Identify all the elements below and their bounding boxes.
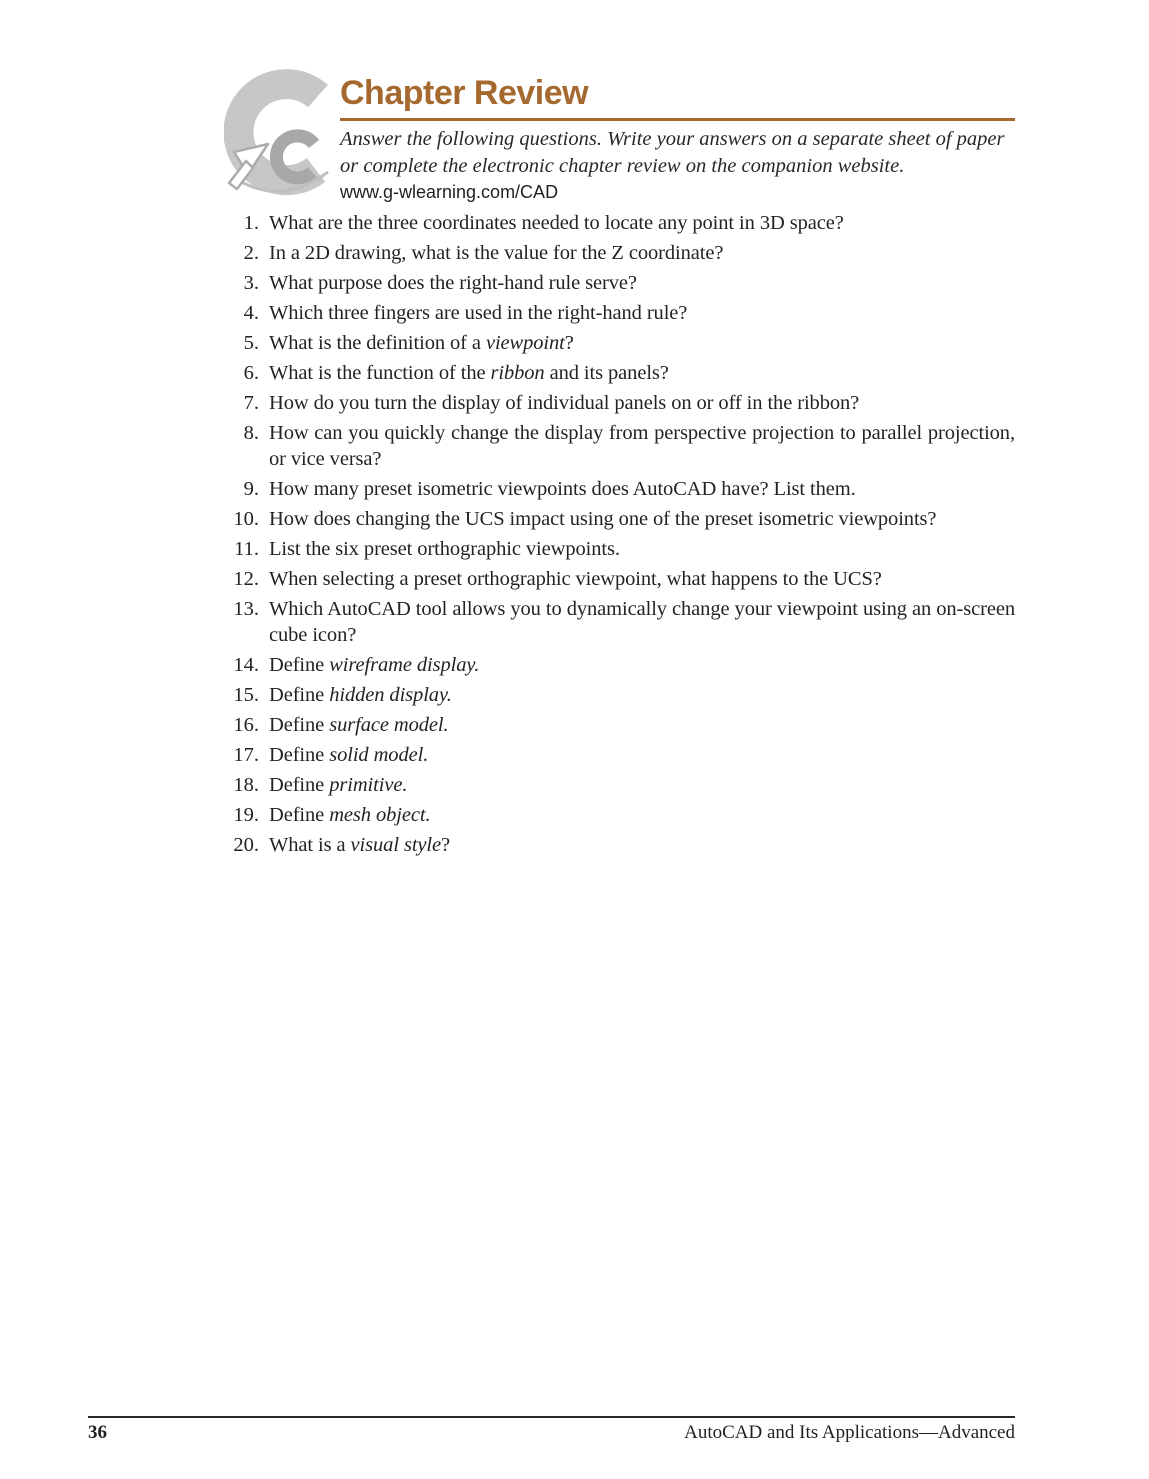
question-number: 5. [243, 332, 259, 354]
question-text-segment: List the six preset orthographic viewpoints. [269, 538, 620, 560]
question-number: 11. [234, 538, 259, 560]
question-text-segment: What purpose does the right-hand rule serve? [269, 272, 637, 294]
question-list [212, 210, 1015, 862]
question-number: 15. [233, 684, 259, 706]
question-text-segment: ? [564, 332, 574, 354]
page-footer [88, 1416, 1015, 1445]
question-number: 7. [243, 392, 259, 414]
question-number: 10. [233, 508, 259, 530]
page-title: Chapter Review [340, 74, 589, 112]
question-text-segment: Define [269, 714, 330, 736]
question-text [269, 420, 1015, 472]
companion-website-link[interactable]: www.g-wlearning.com/CAD [340, 182, 559, 202]
question-text [269, 390, 1015, 416]
question-text-segment: How do you turn the display of individual panels on or off in the ribbon? [269, 392, 860, 414]
question-item [212, 536, 1015, 562]
question-item [212, 682, 1015, 708]
question-number: 3. [243, 272, 259, 294]
question-number: 18. [233, 774, 259, 796]
question-item [212, 210, 1015, 236]
question-text [269, 506, 1015, 532]
question-item [212, 360, 1015, 386]
question-text-segment: mesh object. [329, 804, 431, 826]
question-item [212, 652, 1015, 678]
question-text [269, 270, 1015, 296]
question-text [269, 476, 1015, 502]
question-text-segment: What is the function of the [269, 362, 491, 384]
question-item [212, 330, 1015, 356]
title-underline-rule [340, 118, 1015, 121]
question-item [212, 270, 1015, 296]
question-text-segment: visual style [350, 834, 442, 856]
question-text [269, 240, 1015, 266]
question-item [212, 742, 1015, 768]
question-text-segment: viewpoint [485, 332, 565, 354]
question-text [269, 210, 1015, 236]
question-text-segment: Define [269, 744, 330, 766]
intro-text [340, 126, 1015, 180]
intro-line: or complete the electronic chapter review on the companion website. [340, 155, 905, 177]
question-text-segment: Which three fingers are used in the right-hand rule? [269, 302, 688, 324]
question-text-segment: ? [441, 834, 451, 856]
question-text-segment: Define [269, 774, 330, 796]
question-text-segment: Define [269, 654, 330, 676]
question-item [212, 300, 1015, 326]
question-text [269, 596, 1015, 648]
question-number: 6. [243, 362, 259, 384]
question-text-segment: When selecting a preset orthographic viewpoint, what happens to the UCS? [269, 568, 882, 590]
chapter-header [340, 76, 1015, 203]
question-number: 4. [243, 302, 259, 324]
question-text-segment: solid model. [329, 744, 429, 766]
question-number: 13. [233, 598, 259, 620]
question-text-segment: How can you quickly change the display from perspective projection to parallel projection, or vice versa? [269, 422, 1015, 470]
question-text-segment: How many preset isometric viewpoints does AutoCAD have? List them. [269, 478, 856, 500]
book-title: AutoCAD and Its Applications—Advanced [684, 1422, 1015, 1443]
question-number: 20. [233, 834, 259, 856]
question-number: 2. [243, 242, 259, 264]
chapter-review-c-logo-icon [224, 62, 336, 204]
logo-small-c-shape [276, 136, 314, 178]
question-item [212, 240, 1015, 266]
question-text-segment: Define [269, 684, 330, 706]
question-text [269, 536, 1015, 562]
question-item [212, 506, 1015, 532]
question-text-segment: How does changing the UCS impact using one of the preset isometric viewpoints? [269, 508, 937, 530]
question-text-segment: What are the three coordinates needed to locate any point in 3D space? [269, 212, 844, 234]
question-text-segment: primitive. [329, 774, 408, 796]
question-item [212, 476, 1015, 502]
question-text-segment: What is a [269, 834, 351, 856]
question-text [269, 652, 1015, 678]
question-text-segment: and its panels? [544, 362, 669, 384]
question-item [212, 390, 1015, 416]
question-text [269, 360, 1015, 386]
question-text-segment: ribbon [490, 362, 545, 384]
question-item [212, 802, 1015, 828]
question-text [269, 566, 1015, 592]
question-item [212, 420, 1015, 472]
question-text [269, 802, 1015, 828]
question-text-segment: surface model. [329, 714, 449, 736]
question-number: 12. [233, 568, 259, 590]
question-item [212, 596, 1015, 648]
question-text [269, 330, 1015, 356]
question-text [269, 300, 1015, 326]
question-text [269, 772, 1015, 798]
question-text [269, 742, 1015, 768]
question-item [212, 566, 1015, 592]
question-item [212, 712, 1015, 738]
question-text-segment: hidden display. [329, 684, 452, 706]
intro-line: Answer the following questions. Write your answers on a separate sheet of paper [340, 128, 1005, 150]
page-number: 36 [88, 1422, 107, 1443]
question-text-segment: What is the definition of a [269, 332, 486, 354]
question-number: 9. [243, 478, 259, 500]
question-number: 14. [233, 654, 259, 676]
question-number: 16. [233, 714, 259, 736]
question-number: 19. [233, 804, 259, 826]
question-text [269, 682, 1015, 708]
question-text-segment: Which AutoCAD tool allows you to dynamically change your viewpoint using an on-screen cube icon? [269, 598, 1015, 646]
question-text-segment: Define [269, 804, 330, 826]
question-text [269, 712, 1015, 738]
question-text-segment: In a 2D drawing, what is the value for the Z coordinate? [269, 242, 724, 264]
question-number: 1. [243, 212, 259, 234]
question-item [212, 772, 1015, 798]
question-item [212, 832, 1015, 858]
question-number: 17. [233, 744, 259, 766]
question-text [269, 832, 1015, 858]
question-text-segment: wireframe display. [329, 654, 480, 676]
question-number: 8. [243, 422, 259, 444]
